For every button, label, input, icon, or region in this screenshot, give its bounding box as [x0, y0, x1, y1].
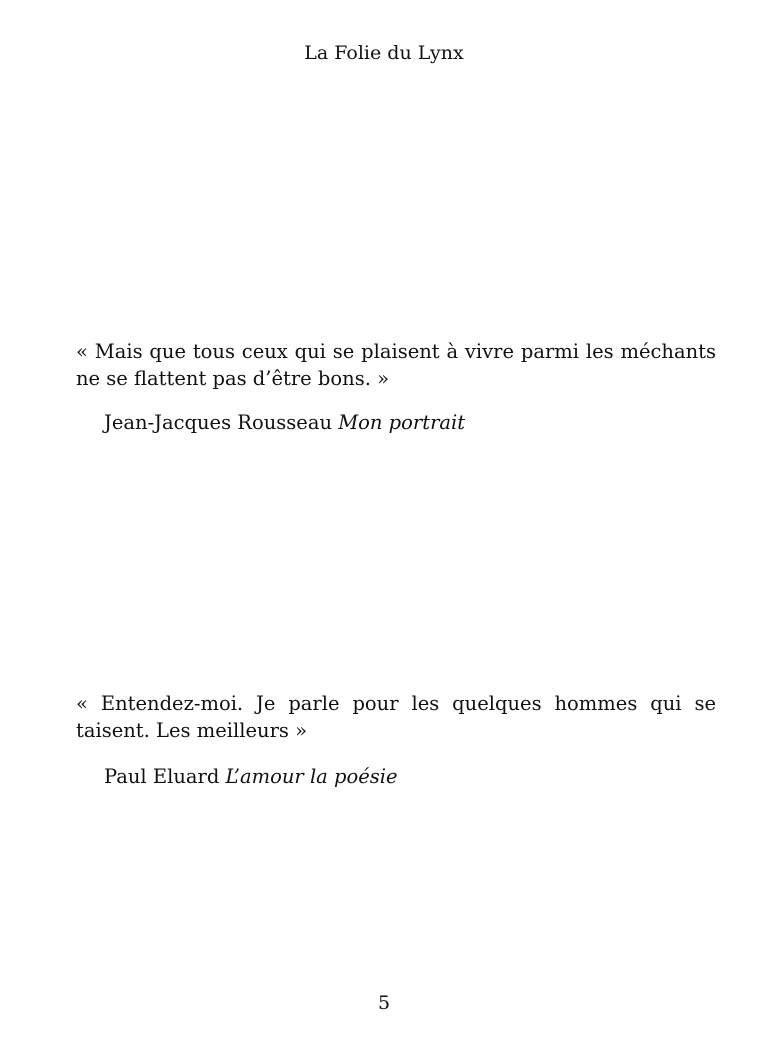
epigraph-attribution-rousseau — [104, 409, 465, 436]
epigraph-quote-eluard: « Entendez-moi. Je parle pour les quelques hommes qui se taisent. Les meilleurs » — [76, 692, 716, 742]
epigraph-attribution-eluard — [104, 763, 398, 790]
epigraph-work-title: Mon portrait — [338, 411, 466, 434]
running-head: La Folie du Lynx — [304, 42, 464, 64]
epigraph-author: Paul Eluard — [104, 765, 220, 788]
epigraph-author: Jean-Jacques Rousseau — [104, 411, 333, 434]
page-number: 5 — [377, 992, 391, 1014]
epigraph-work-title: L’amour la poésie — [225, 765, 398, 788]
epigraph-quote-rousseau: « Mais que tous ceux qui se plaisent à vivre parmi les méchants ne se flattent pas d’être bons. » — [76, 340, 716, 390]
